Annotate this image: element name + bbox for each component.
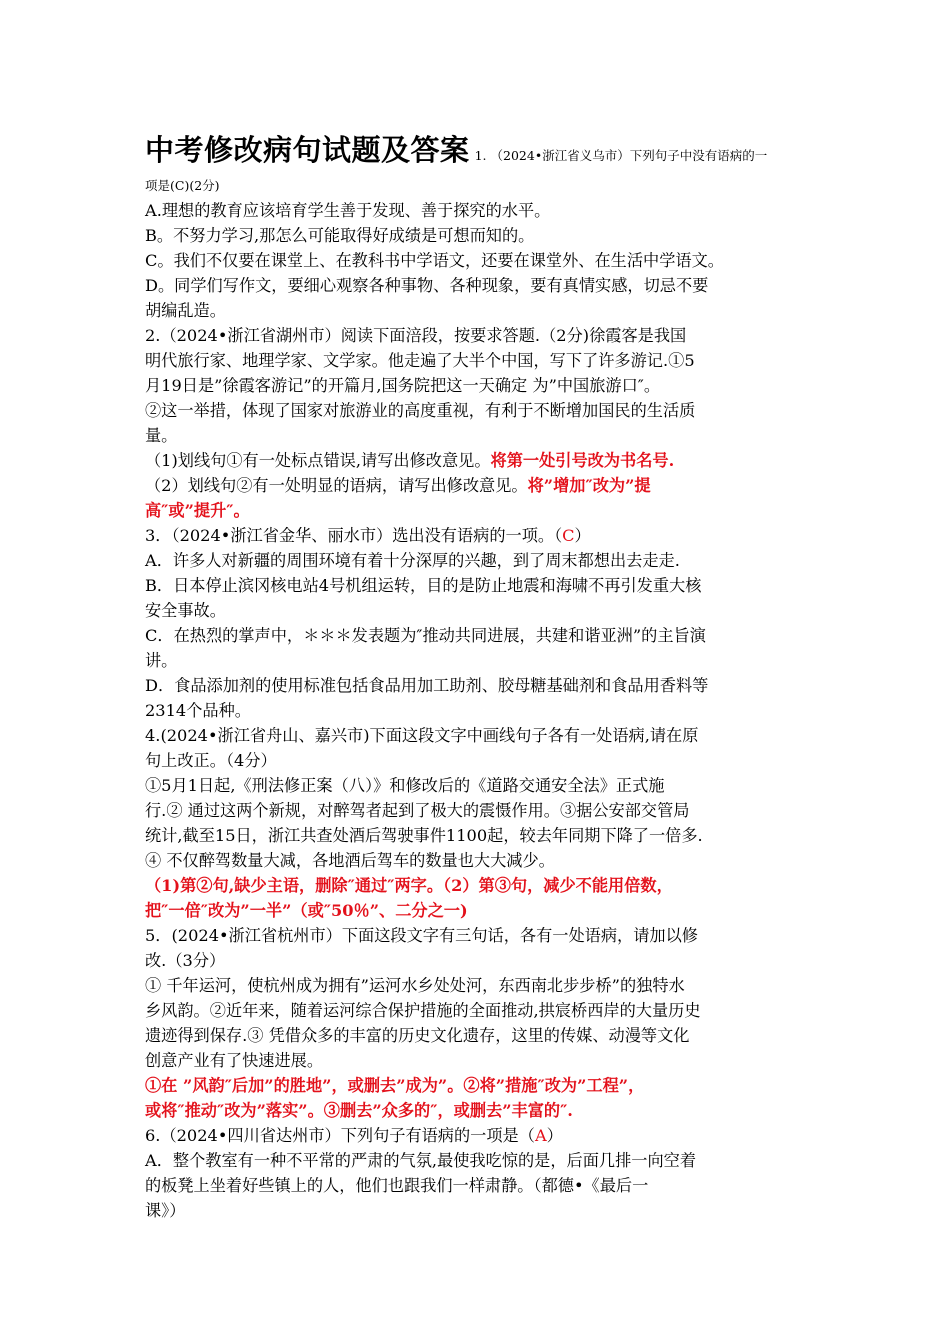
q4-answer-1: （1)第②句,缺少主语，删除″通过″两字。（2）第③句，减少不能用倍数，	[145, 876, 673, 895]
q6-heading	[145, 1123, 817, 1148]
q5-line-5: 遗迹得到保存.③ 凭借众多的丰富的历史文化遗存，这里的传媒、动漫等文化	[145, 1026, 690, 1045]
q3-heading-text: 3．（2024•浙江省金华、丽水市）选出没有语病的一项。（	[145, 526, 563, 545]
q6-answer: A	[534, 1126, 547, 1145]
q3-answer: C	[562, 526, 575, 545]
q1-option-d: D。同学们写作文，要细心观察各种事物、各种现象，要有真情实感，切忌不要	[145, 276, 709, 295]
q4-answer-2: 把″一倍″改为”一半”（或″50％”、二分之一)	[145, 901, 468, 920]
q4-line-2: 句上改正。（4分）	[145, 751, 277, 770]
q2-sub-1	[145, 448, 817, 473]
q2-sub-2	[145, 473, 817, 498]
q5-line-2: 改.（3分）	[145, 951, 226, 970]
q6-option-a: A．整个教室有一种不平常的严肃的气氛,最使我吃惊的是，后面几排一向空着	[145, 1151, 697, 1170]
q4-line-3: ①5月1日起,《刑法修正案（八）》和修改后的《道路交通安全法》正式施	[145, 776, 665, 795]
q2-line-4: ②这一举措，体现了国家对旅游业的高度重视，有利于不断增加国民的生活质	[145, 401, 696, 420]
q5-answer-1: ①在 ”风韵″后加”的胜地”，或删去”成为”。②将”措施″改为”工程”，	[145, 1076, 645, 1095]
q4-line-4: 行.② 通过这两个新规，对醉驾者起到了极大的震慑作用。③据公安部交管局	[145, 801, 690, 820]
q3-option-c-cont: 讲。	[145, 651, 178, 670]
q1-option-b: B。不努力学习,那怎么可能取得好成绩是可想而知的。	[145, 226, 535, 245]
q3-option-b-cont: 安全事故。	[145, 601, 226, 620]
q1-option-d-cont: 胡编乱造。	[145, 301, 226, 320]
q2-sub-1-question: （1)划线句①有一处标点错误,请写出修改意见。	[145, 451, 491, 470]
q2-line-1: 2.（2024•浙江省湖州市）阅读下面涪段，按要求答题.（2分)徐霞客是我国	[145, 326, 687, 345]
q1-heading: 1. （2024•浙江省义乌市）下列句子中没有语病的一	[474, 148, 768, 163]
q3-option-a: A．许多人对新疆的周围环境有着十分深厚的兴趣，到了周末都想出去走走.	[145, 551, 680, 570]
q1-option-c: C。我们不仅要在课堂上、在教科书中学语文，还要在课堂外、在生活中学语文。	[145, 251, 724, 270]
q4-line-5: 统计,截至15日，浙江共查处酒后驾驶事件1100起，较去年同期下降了一倍多.	[145, 826, 703, 845]
q3-heading-close: ）	[574, 526, 591, 545]
q6-option-a-cont: 的板凳上坐着好些镇上的人，他们也跟我们一样肃静。（都德•《最后一	[145, 1176, 649, 1195]
q5-line-1: 5．(2024•浙江省杭州市）下面这段文字有三句话，各有一处语病，请加以修	[145, 926, 698, 945]
document-page	[145, 128, 817, 1223]
q6-heading-close: ）	[546, 1126, 563, 1145]
q1-option-a: A.理想的教育应该培育学生善于发现、善于探究的水平。	[145, 201, 551, 220]
document-title: 中考修改病句试题及答案	[145, 133, 470, 167]
q4-line-1: 4.(2024•浙江省舟山、嘉兴市)下面这段文字中画线句子各有一处语病,请在原	[145, 726, 699, 745]
q3-heading	[145, 523, 817, 548]
q3-option-d: D．食品添加剂的使用标准包括食品用加工助剂、胶母糖基础剂和食品用香料等	[145, 676, 709, 695]
q5-line-3: ① 千年运河，使杭州成为拥有”运河水乡处处河，东西南北步步桥”的独特水	[145, 976, 685, 995]
q2-line-3: 月19日是”徐霞客游记”的开篇月,国务院把这一天确定 为”中国旅游口″。	[145, 376, 661, 395]
q5-line-6: 创意产业有了快速进展。	[145, 1051, 324, 1070]
q4-line-6: ④ 不仅醉驾数量大减，各地酒后驾车的数量也大大减少。	[145, 851, 555, 870]
q3-option-c: C．在热烈的掌声中，＊＊＊发表题为″推动共同进展，共建和谐亚洲”的主旨演	[145, 626, 706, 645]
q2-sub-2-answer: 将”增加″改为”提	[527, 476, 651, 495]
q2-line-5: 量。	[145, 426, 178, 445]
q3-option-d-cont: 2314个品种。	[145, 701, 251, 720]
q6-heading-text: 6.（2024•四川省达州市）下列句子有语病的一项是（	[145, 1126, 535, 1145]
q2-sub-2-answer-cont: 高″或”提升″。	[145, 501, 250, 520]
q1-heading-cont: 项是(C)(2分)	[145, 178, 220, 193]
q2-sub-1-answer: 将第一处引号改为书名号.	[490, 451, 675, 470]
q3-option-b: B．日本停止滨冈核电站4号机组运转，目的是防止地震和海啸不再引发重大核	[145, 576, 702, 595]
title-line	[145, 128, 817, 172]
q2-line-2: 明代旅行家、地理学家、文学家。他走遍了大半个中国，写下了许多游记.①5	[145, 351, 695, 370]
q5-line-4: 乡风韵。②近年来，随着运河综合保护措施的全面推动,拱宸桥西岸的大量历史	[145, 1001, 701, 1020]
q2-sub-2-question: （2）划线句②有一处明显的语病，请写出修改意见。	[145, 476, 528, 495]
q5-answer-2: 或将″推动″改为”落实”。③删去”众多的″，或删去”丰富的″.	[145, 1101, 573, 1120]
q6-option-a-cont-2: 课》）	[145, 1201, 186, 1220]
